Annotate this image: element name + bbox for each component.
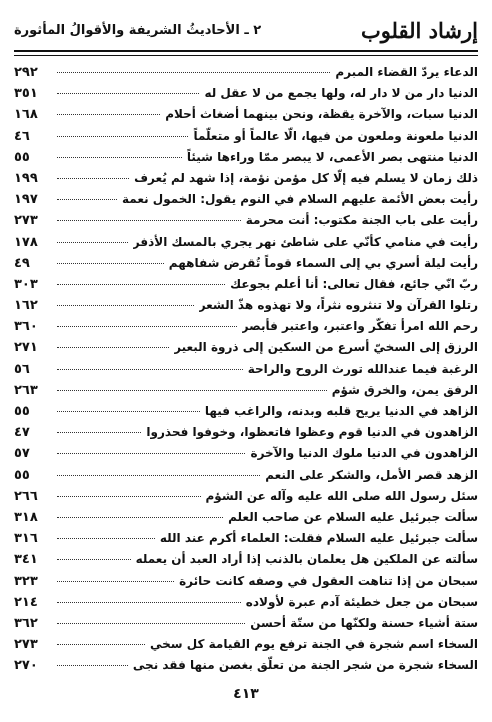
dot-leader [57, 242, 128, 243]
dot-leader [57, 263, 164, 264]
dot-leader [57, 623, 245, 624]
entry-page-number: ١٦٨ [14, 107, 38, 123]
entry-text: الدعاء يردّ القضاء المبرم [335, 65, 478, 79]
entry-page-number: ٣٢٣ [14, 573, 38, 589]
entry-page-number: ٢١٤ [14, 594, 38, 610]
header-rule-thin [14, 55, 478, 56]
entry-page-number: ٣٥١ [14, 86, 38, 102]
entry-page-number: ٢٩٢ [14, 65, 38, 80]
entry-page-number: ٥٥ [14, 149, 30, 165]
entry-page-number: ٣٦٢ [14, 615, 38, 631]
entry-page-number: ٥٥ [14, 467, 30, 483]
entry-text: السخاء اسم شجرة في الجنة ترفع يوم القيامة كل سخي [150, 637, 478, 652]
entry-page-number: ٥٥ [14, 404, 30, 419]
index-entry [14, 189, 478, 210]
index-list [14, 62, 478, 676]
entry-text: ذلك زمان لا يسلم فيه إلّا كل مؤمن نؤمة، إذا شهد لم يُعرف [134, 170, 478, 185]
dot-leader [57, 475, 260, 476]
entry-page-number: ٢٦٣ [14, 382, 38, 398]
dot-leader [57, 136, 188, 137]
entry-text: الدنيا دار من لا دار له، ولها يجمع من لا عقل له [204, 86, 478, 101]
entry-page-number: ٢٧٣ [14, 637, 38, 653]
entry-text: رأيت في منامي كأنّي على شاطئ نهر يجري بالمسك الأذفر [132, 234, 478, 249]
entry-text: ستة أشياء حسنة ولكنّها من ستّة أحسن [250, 615, 478, 630]
entry-text: رأيت على باب الجنة مكتوب: أنت محرمة [245, 213, 478, 228]
index-entry [14, 422, 478, 443]
entry-page-number: ٤٩ [14, 255, 30, 271]
index-entry [14, 507, 478, 528]
dot-leader [57, 581, 174, 582]
dot-leader [57, 432, 141, 433]
index-entry [14, 232, 478, 253]
entry-page-number: ٤٧ [14, 425, 30, 441]
entry-text: الزاهد في الدنيا يريح قلبه وبدنه، والراغب فيها [204, 404, 478, 418]
entry-page-number: ٥٦ [14, 361, 30, 377]
entry-page-number: ١٩٩ [14, 170, 38, 186]
entry-text: سألت جبرئيل عليه السلام فقلت: العلماء أكرم عند الله [159, 531, 478, 546]
dot-leader [57, 496, 201, 497]
dot-leader [57, 538, 155, 539]
index-entry [14, 295, 478, 316]
dot-leader [57, 559, 131, 560]
index-entry [14, 147, 478, 168]
page-number: ٤١٣ [233, 686, 259, 702]
entry-page-number: ١٦٢ [14, 298, 38, 314]
index-entry [14, 83, 478, 104]
index-entry [14, 571, 478, 592]
entry-text: سئل رسول الله صلى الله عليه وآله عن الشؤم [205, 488, 478, 503]
entry-text: سبحان من جعل خطيئة آدم عبرة لأولاده [245, 594, 478, 609]
entry-text: سألته عن الملكين هل يعلمان بالذنب إذا أراد العبد أن يعمله [135, 552, 478, 567]
dot-leader [57, 411, 200, 412]
dot-leader [57, 72, 330, 73]
dot-leader [57, 220, 241, 221]
dot-leader [57, 178, 129, 179]
entry-text: الرفق يمن، والخرق شؤم [331, 382, 478, 397]
index-entry [14, 380, 478, 401]
entry-page-number: ٥٧ [14, 446, 30, 462]
entry-page-number: ٣٠٣ [14, 276, 38, 292]
entry-text: رأيت ليلة أسري بي إلى السماء قوماً تُقرض شفاههم [168, 255, 478, 270]
entry-text: السخاء شجرة من شجر الجنة من تعلّق بغصن منها فقد نجى [132, 658, 478, 673]
entry-page-number: ١٩٧ [14, 192, 38, 208]
dot-leader [57, 93, 199, 94]
index-entry [14, 655, 478, 676]
dot-leader [57, 390, 327, 391]
header-rule-thick [14, 50, 478, 52]
entry-text: سألت جبرئيل عليه السلام عن صاحب العلم [228, 509, 478, 524]
dot-leader [57, 114, 160, 115]
dot-leader [57, 326, 237, 327]
entry-text: رتلوا القرآن ولا تنثروه نثراً، ولا تهذوه هذّ الشعر [198, 298, 478, 313]
index-entry [14, 401, 478, 422]
index-entry [14, 210, 478, 231]
index-entry [14, 316, 478, 337]
dot-leader [57, 453, 245, 454]
index-entry [14, 443, 478, 464]
dot-leader [57, 665, 128, 666]
book-logo: إرشاد القلوب [360, 17, 478, 43]
entry-text: سبحان من إذا تناهت العقول في وصفه كانت حائرة [179, 573, 478, 588]
entry-page-number: ٣٦٠ [14, 319, 38, 335]
dot-leader [57, 347, 169, 348]
entry-text: الرغبة فيما عندالله تورث الروح والراحة [247, 361, 478, 376]
entry-text: رأيت بعض الأئمة عليهم السلام في النوم يقول: الخمول نعمة [122, 192, 478, 207]
entry-text: الدنيا سبات، والآخرة يقظة، ونحن بينهما أضغاث أحلام [165, 107, 478, 122]
index-entry [14, 549, 478, 570]
entry-page-number: ٢٧٣ [14, 213, 38, 229]
entry-text: الزاهدون في الدنيا قوم وعظوا فاتعظوا، وخوفوا فحذروا [146, 425, 478, 440]
index-entry [14, 62, 478, 83]
entry-page-number: ٢٦٦ [14, 488, 38, 504]
index-entry [14, 168, 478, 189]
dot-leader [57, 602, 241, 603]
entry-text: الرزق إلى السخيّ أسرع من السكين إلى ذروة البعير [174, 340, 478, 355]
index-entry [14, 613, 478, 634]
entry-text: رحم الله امرأ تفكّر واعتبر، واعتبر فأبصر [241, 319, 478, 334]
dot-leader [57, 284, 225, 285]
entry-page-number: ٣٤١ [14, 552, 38, 568]
index-entry [14, 274, 478, 295]
index-entry [14, 528, 478, 549]
dot-leader [57, 517, 223, 518]
index-entry [14, 104, 478, 125]
index-entry [14, 253, 478, 274]
dot-leader [57, 305, 194, 306]
index-entry [14, 634, 478, 655]
dot-leader [57, 157, 182, 158]
dot-leader [57, 369, 243, 370]
section-title: ٢ ـ الأحاديثُ الشريفة والأقوالُ المأثورة [14, 22, 262, 38]
index-entry [14, 359, 478, 380]
index-entry [14, 337, 478, 358]
dot-leader [57, 199, 117, 200]
entry-text: ربّ انّي جائع، فقال تعالى: أنا أعلم بجوعك [230, 276, 478, 291]
index-entry [14, 465, 478, 486]
entry-text: الزاهدون في الدنيا ملوك الدنيا والآخرة [250, 446, 478, 461]
entry-page-number: ٣١٦ [14, 531, 38, 547]
index-entry [14, 486, 478, 507]
entry-page-number: ٣١٨ [14, 509, 38, 525]
dot-leader [57, 644, 145, 645]
entry-page-number: ١٧٨ [14, 234, 38, 250]
entry-page-number: ٤٦ [14, 128, 30, 144]
page-header [14, 12, 478, 48]
entry-page-number: ٢٧١ [14, 340, 38, 356]
index-entry [14, 592, 478, 613]
entry-text: الزهد قصر الأمل، والشكر على النعم [265, 467, 478, 482]
entry-page-number: ٢٧٠ [14, 658, 38, 674]
index-entry [14, 126, 478, 147]
entry-text: الدنيا منتهى بصر الأعمى، لا يبصر ممّا وراءها شيئاً [186, 149, 478, 164]
entry-text: الدنيا ملعونة وملعون من فيها، الّا عالماً أو متعلّماً [193, 128, 478, 143]
